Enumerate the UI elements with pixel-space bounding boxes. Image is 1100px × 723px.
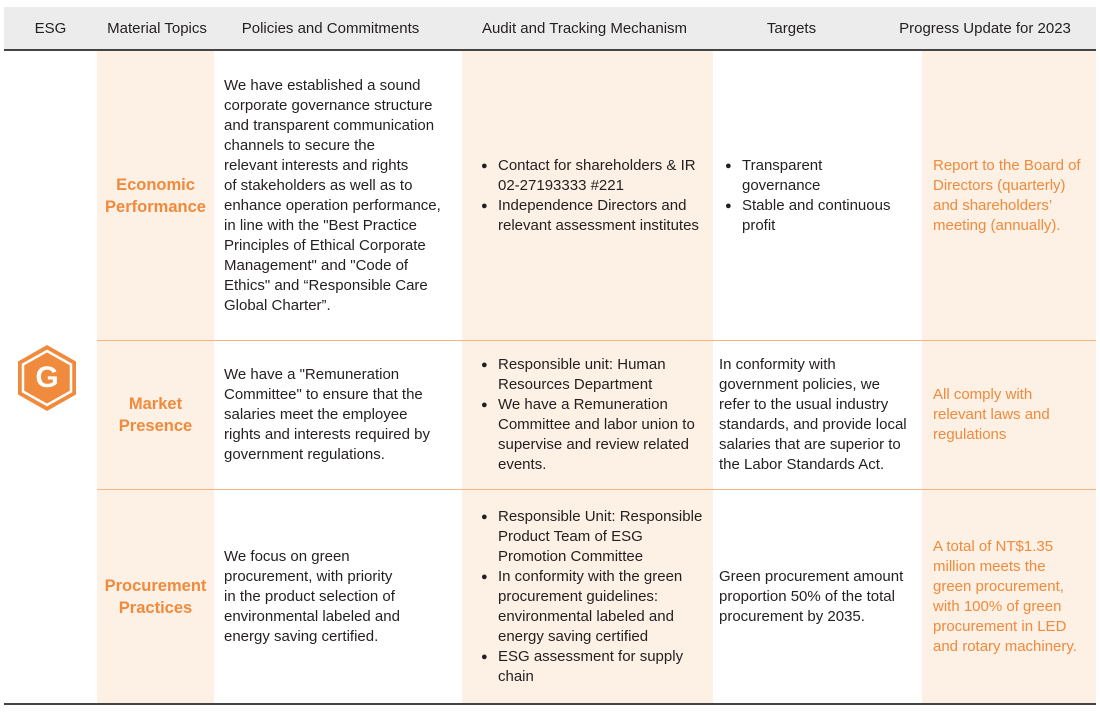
audit-list <box>472 507 702 687</box>
progress-text: All comply with relevant laws and regulations <box>933 386 1050 443</box>
header-material-topics: Material Topics <box>107 19 207 37</box>
progress-cell <box>933 490 1096 703</box>
list-item: ● Transparent governance <box>716 156 890 196</box>
header-policies: Policies and Commitments <box>241 19 420 37</box>
header-progress: Progress Update for 2023 <box>899 19 1071 37</box>
policy-cell <box>224 341 460 489</box>
topic-procurement-practices <box>97 490 214 703</box>
table-bottom-line <box>4 703 1096 705</box>
list-item: ● Responsible unit: Human Resources Department <box>472 355 695 395</box>
list-item: ● Contact for shareholders & IR 02-27193333 #221 <box>472 156 699 196</box>
audit-cell <box>472 51 712 340</box>
audit-cell <box>472 341 712 489</box>
progress-text: A total of NT$1.35 million meets the green procurement, with 100% of green procurement in LED and rotary machinery. <box>933 537 1077 655</box>
progress-cell <box>933 341 1096 489</box>
list-item: ● We have a Remuneration Committee and labor union to supervise and review related events. <box>472 395 695 475</box>
header-esg: ESG <box>34 19 67 37</box>
topic-market-presence <box>97 341 214 489</box>
topic-label: Economic Performance <box>105 175 206 216</box>
topic-economic-performance <box>97 51 214 340</box>
targets-text: In conformity with government policies, we refer to the usual industry standards, and provide local salaries that are superior to the Labor Standards Act. <box>719 356 907 473</box>
topic-label: Market Presence <box>118 395 193 435</box>
policy-text: We focus on green procurement, with priority in the product selection of environmental labeled and energy saving certified. <box>224 547 400 645</box>
topic-label: Procurement Practices <box>104 576 207 617</box>
list-item: ● ESG assessment for supply chain <box>472 647 702 687</box>
header-targets: Targets <box>766 19 817 37</box>
targets-cell <box>719 341 919 489</box>
audit-list <box>472 355 695 475</box>
policy-text: We have a "Remuneration Committee" to ensure that the salaries meet the employee rights and interests required by government regulations. <box>224 366 430 463</box>
list-item: ● Independence Directors and relevant assessment institutes <box>472 196 699 236</box>
targets-text: Green procurement amount proportion 50% of the total procurement by 2035. <box>719 567 904 625</box>
list-item: ● Responsible Unit: Responsible Product Team of ESG Promotion Committee <box>472 507 702 567</box>
audit-list <box>472 156 699 236</box>
targets-cell <box>716 51 918 340</box>
policy-text: We have established a sound corporate governance structure and transparent communication channels to secure the relevant interests and rights of stakeholders as well as to enhance operation performance, in line with the "Best Practice Principles of Ethical Corporate Management" and "Code of Ethics" and “Responsible Care Global Charter”. <box>224 76 441 314</box>
policy-cell <box>224 490 460 703</box>
targets-cell <box>719 490 919 703</box>
progress-cell <box>933 51 1096 340</box>
esg-badge-letter: G <box>35 361 59 394</box>
list-item: ● In conformity with the green procurement guidelines: environmental labeled and energy saving certified <box>472 567 702 647</box>
targets-list <box>716 156 890 236</box>
audit-cell <box>472 490 712 703</box>
progress-text: Report to the Board of Directors (quarterly) and shareholders’ meeting (annually). <box>933 156 1081 234</box>
header-audit: Audit and Tracking Mechanism <box>481 19 688 37</box>
policy-cell <box>224 51 460 340</box>
list-item: ● Stable and continuous profit <box>716 196 890 236</box>
